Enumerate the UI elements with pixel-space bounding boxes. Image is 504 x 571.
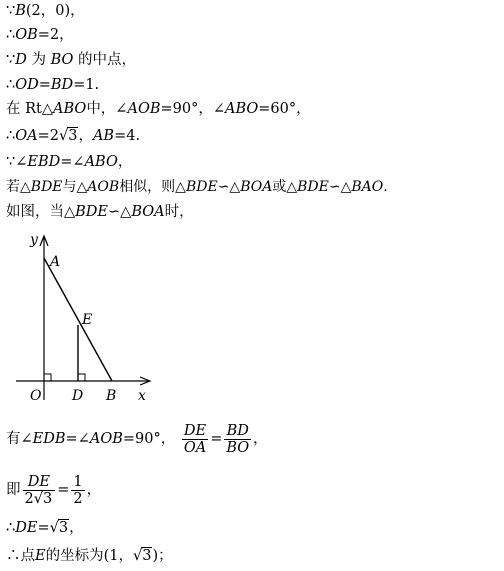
geometry-figure [8,228,158,408]
text-line-1: ∵B(2，0)， [6,3,85,19]
text-line-3: ∵D 为 BO 的中点， [6,52,137,68]
right-angle-mark-O [44,374,51,381]
fraction-DE-OA: $\frac{DE}{OA}$ [183,422,207,456]
text-line-11: 即 $\frac{DE}{2√3}$ = $\frac{1}{2}$ ， [6,473,102,507]
sqrt-symbol: √3 [132,548,152,564]
text-line-10: 有∠EDB=∠AOB=90°， $\frac{DE}{OA}$ = $\frac{BD}{BO}$ ， [6,422,268,456]
text-line-7: ∵∠EBD=∠ABO， [6,154,133,170]
text-line-8: 若△BDE与△AOB相似，则△BDE∽△BOA或△BDE∽△BAO. [6,179,388,195]
fraction-DE-2sqrt3: $\frac{DE}{2√3}$ [23,474,56,507]
label-A: A [50,254,61,270]
right-angle-mark-D [78,374,85,381]
text-line-12: ∴DE=√3， [6,520,84,536]
fraction-BD-BO: $\frac{BD}{BO}$ [226,422,250,456]
text-line-13: ∴点E的坐标为(1，√3)； [6,548,173,564]
label-x: x [138,388,146,404]
text-line-6: ∴OA=2√3，AB=4. [6,128,141,144]
fraction-1-2: $\frac{1}{2}$ [73,473,83,507]
text-line-2: ∴OB=2， [6,27,74,43]
label-B: B [106,388,117,404]
label-y: y [30,232,38,248]
text-line-9: 如图，当△BDE∽△BOA时， [6,204,194,220]
sqrt-symbol: √3 [49,520,69,536]
label-E: E [82,312,93,328]
sqrt-symbol: √3 [58,128,78,144]
text-line-4: ∴OD=BD=1. [6,77,100,93]
text-line-5: 在 Rt△ABO中，∠AOB=90°，∠ABO=60°， [6,101,311,117]
label-O: O [30,388,42,404]
label-D: D [72,388,84,404]
